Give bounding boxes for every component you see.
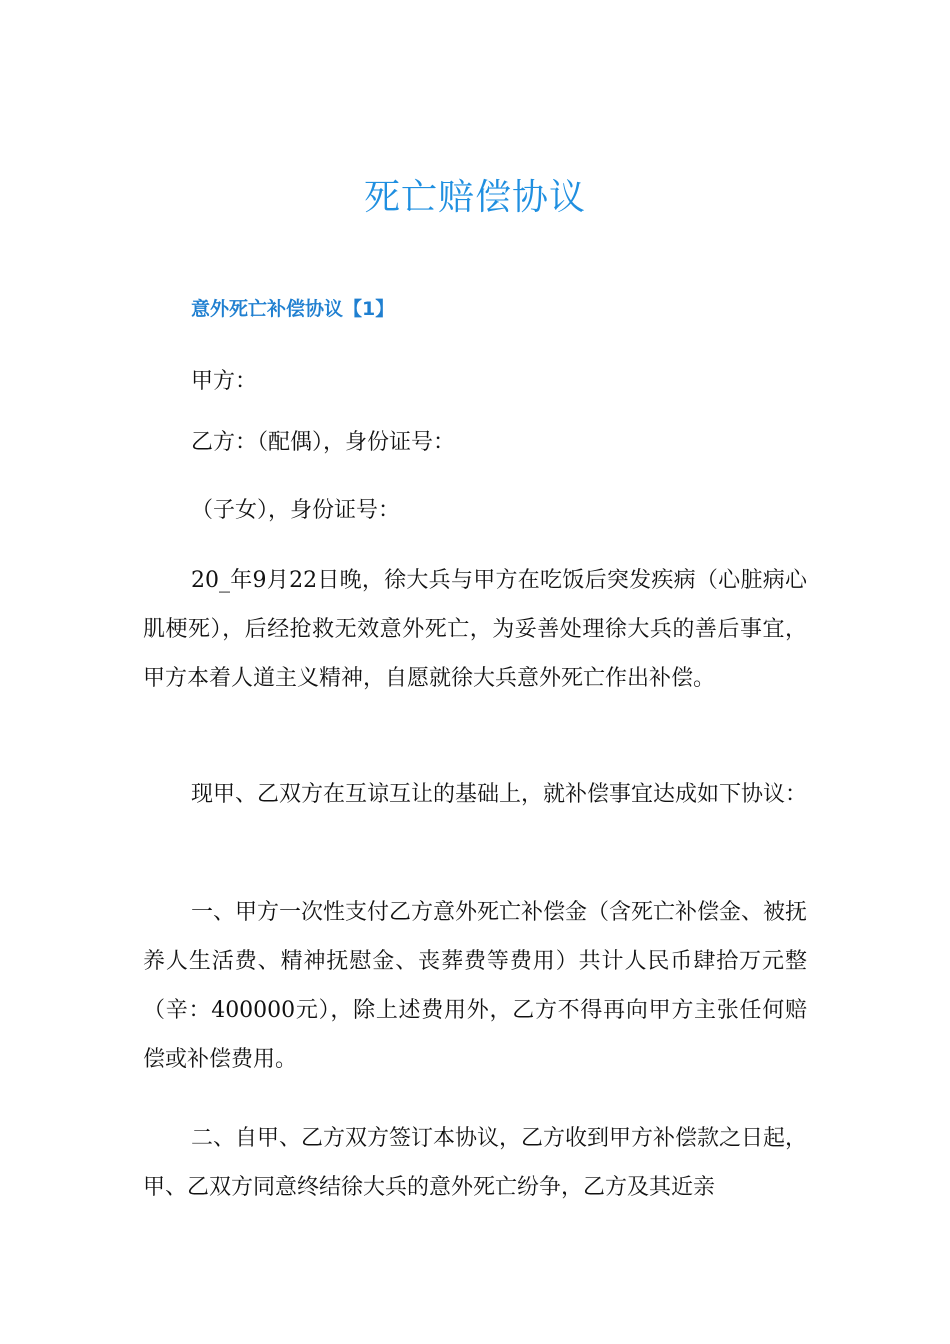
clause-two-paragraph: 二、自甲、乙方双方签订本协议，乙方收到甲方补偿款之日起，甲、乙双方同意终结徐大兵的意外死亡纷争，乙方及其近亲: [143, 1126, 808, 1200]
party-b-line: 乙方：（配偶），身份证号：: [191, 430, 456, 455]
clause-one-paragraph: 一、甲方一次性支付乙方意外死亡补偿金（含死亡补偿金、被抚养人生活费、精神抚慰金、丧葬费等费用）共计人民币肆拾万元整（辛：400000元），除上述费用外，乙方不得再向甲方主张任何赔偿或补偿费用。: [143, 900, 808, 1072]
section-heading: 意外死亡补偿协议【1】: [191, 298, 395, 320]
agreement-lead-paragraph: 现甲、乙双方在互谅互让的基础上，就补偿事宜达成如下协议：: [191, 782, 808, 807]
document-title: 死亡赔偿协议: [363, 177, 586, 218]
party-a-line: 甲方：: [191, 369, 258, 394]
intro-paragraph: 20_年9月22日晚，徐大兵与甲方在吃饭后突发疾病（心脏病心肌梗死），后经抢救无效意外死亡，为妥善处理徐大兵的善后事宜，甲方本着人道主义精神，自愿就徐大兵意外死亡作出补偿。: [143, 568, 807, 691]
party-b-child-line: （子女），身份证号：: [191, 498, 401, 523]
